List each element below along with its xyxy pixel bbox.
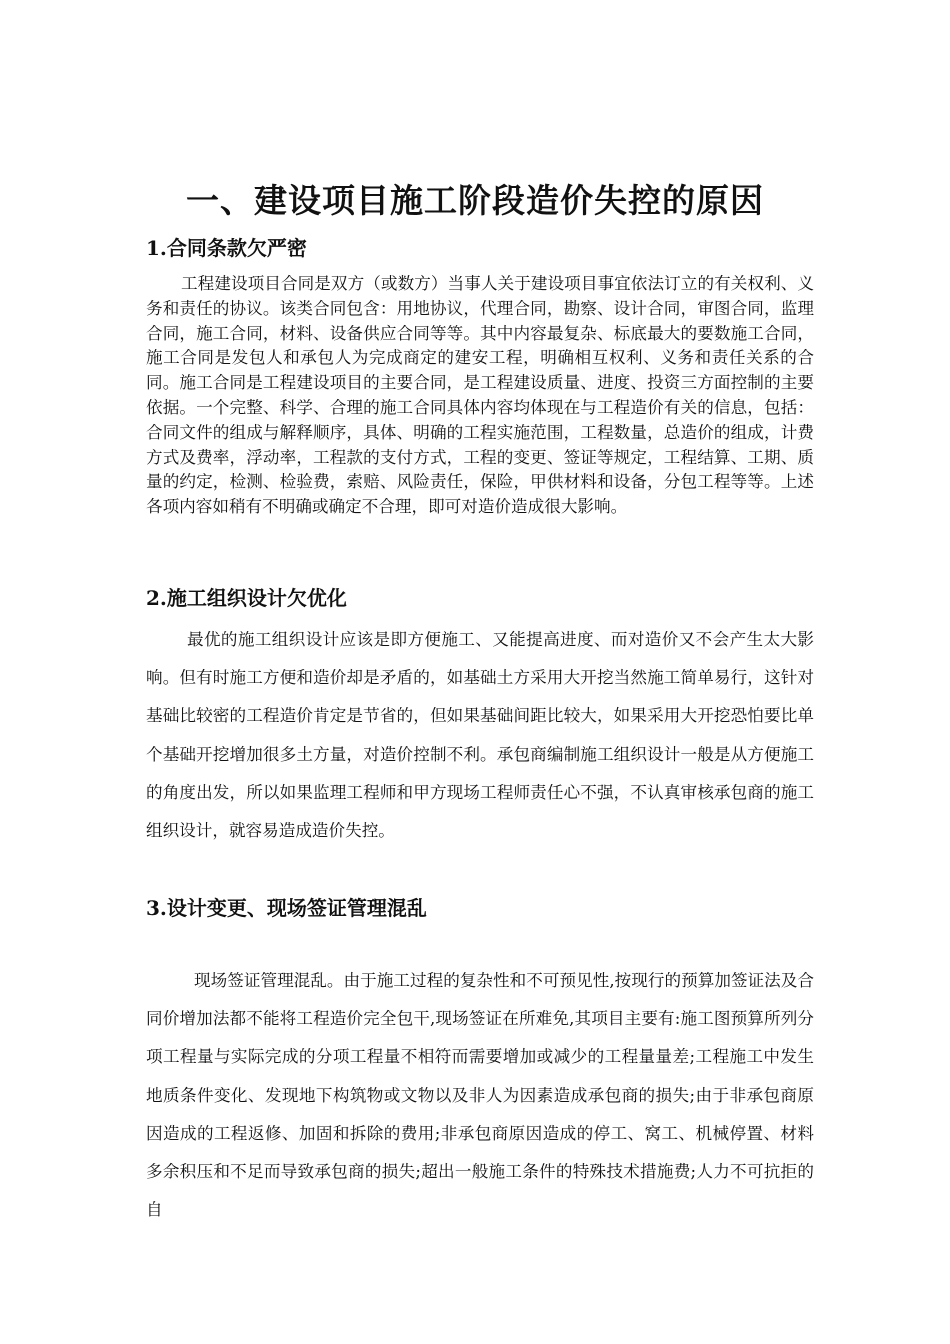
- section-heading: 1.合同条款欠严密: [146, 236, 307, 260]
- section-paragraph: 最优的施工组织设计应该是即方便施工、又能提高进度、而对造价又不会产生太大影响。但有时施工方便和造价却是矛盾的，如基础土方采用大开挖当然施工简单易行，这针对基础比较密的工程造价肯定是节省的，但如果基础间距比较大，如果采用大开挖恐怕要比单个基础开挖增加很多土方量，对造价控制不利。承包商编制施工组织设计一般是从方便施工的角度出发，所以如果监理工程师和甲方现场工程师责任心不强，不认真审核承包商的施工组织设计，就容易造成造价失控。: [146, 630, 814, 841]
- section-paragraph: 工程建设项目合同是双方（或数方）当事人关于建设项目事宜依法订立的有关权利、义务和责任的协议。该类合同包含：用地协议，代理合同，勘察、设计合同，审图合同，监理合同，施工合同，材料、设备供应合同等等。其中内容最复杂、标底最大的要数施工合同，施工合同是发包人和承包人为完成商定的建安工程，明确相互权利、义务和责任关系的合同。施工合同是工程建设项目的主要合同，是工程建设质量、进度、投资三方面控制的主要依据。一个完整、科学、合理的施工合同具体内容均体现在与工程造价有关的信息，包括：合同文件的组成与解释顺序，具体、明确的工程实施范围，工程数量，总造价的组成，计费方式及费率，浮动率，工程款的支付方式，工程的变更、签证等规定，工程结算、工期、质量的约定，检测、检验费，索赔、风险责任，保险，甲供材料和设备，分包工程等等。上述各项内容如稍有不明确或确定不合理，即可对造价造成很大影响。: [146, 274, 814, 517]
- section-paragraph: 现场签证管理混乱。由于施工过程的复杂性和不可预见性,按现行的预算加签证法及合同价增加法都不能将工程造价完全包干,现场签证在所难免,其项目主要有:施工图预算所列分项工程量与实际完成的分项工程量不相符而需要增加或减少的工程量量差;工程施工中发生地质条件变化、发现地下构筑物或文物以及非人为因素造成承包商的损失;由于非承包商原因造成的工程返修、加固和拆除的费用;非承包商原因造成的停工、窝工、机械停置、材料多余积压和不足而导致承包商的损失;超出一般施工条件的特殊技术措施费;人力不可抗拒的自: [146, 971, 814, 1220]
- page-title: 一、建设项目施工阶段造价失控的原因: [186, 181, 764, 220]
- section-heading: 2.施工组织设计欠优化: [146, 586, 347, 610]
- section-heading: 3.设计变更、现场签证管理混乱: [146, 896, 427, 920]
